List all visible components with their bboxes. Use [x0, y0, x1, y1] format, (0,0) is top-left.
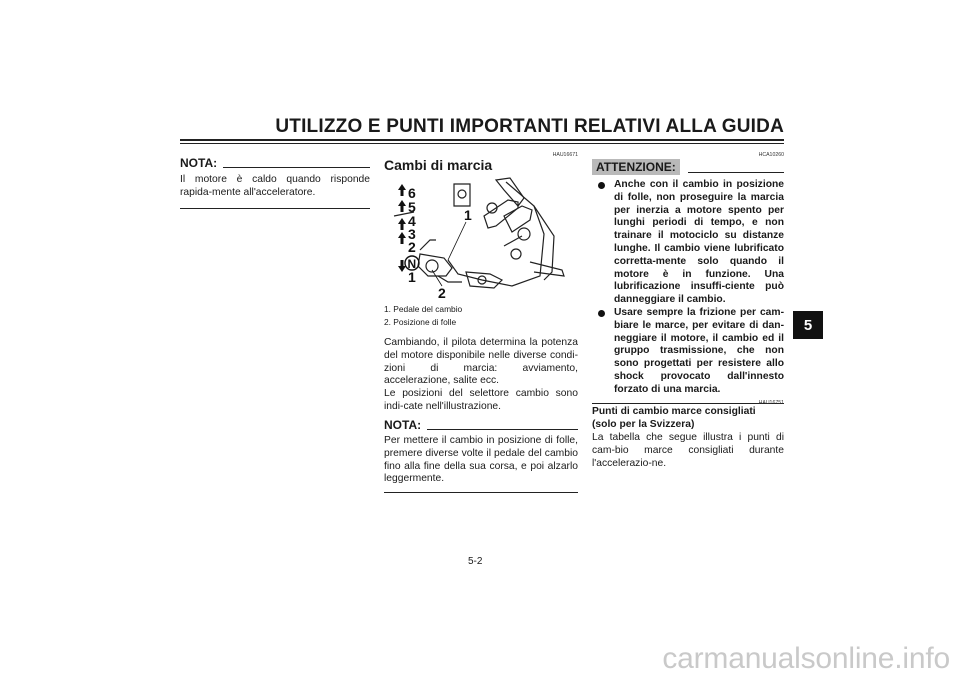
caution-bullet: Usare sempre la frizione per cam-biare le marce, per evitare di dan-neggiare il motore, il cambio ed il gruppo trasmissione, che non sono progettati per resistere allo shock provocato dall'innesto forzato di una marcia.: [592, 307, 784, 397]
page-number: 5-2: [468, 556, 483, 567]
gear-5: 5: [408, 199, 416, 215]
note-text: Il motore è caldo quando risponde rapida-mente all'acceleratore.: [180, 174, 370, 198]
gear-note-text: Per mettere il cambio in posizione di folle, premere diverse volte il pedale del cambio fino alla fine della sua corsa, e poi alzarlo leggermente.: [384, 435, 578, 485]
gear-arrows: [398, 184, 406, 272]
note-heading: NOTA:: [180, 156, 218, 170]
caution-heading: ATTENZIONE:: [592, 159, 680, 175]
section-code: HAU16671: [552, 152, 578, 158]
gear-6: 6: [408, 185, 416, 201]
caution-box: [592, 159, 784, 404]
callout-2: 2: [438, 285, 446, 298]
caution-heading-rule: [688, 172, 784, 173]
gear-2: 2: [408, 239, 416, 255]
gear-neutral: N: [407, 257, 417, 271]
caution-code: HCA10260: [758, 152, 784, 158]
bullet-dot-icon: [598, 310, 605, 317]
gear-note-heading-rule: [427, 429, 578, 430]
switzerland-text: La tabella che segue illustra i punti di cam-bio marce consigliati durante l'accelerazio-ne.: [592, 432, 784, 469]
header-rule-thin: [180, 143, 784, 144]
section-title: Cambi di marcia: [384, 157, 493, 173]
gear-shift-illustration: [384, 176, 570, 298]
caution-bullet: Anche con il cambio in posizione di folle, non proseguire la marcia per inerzia a motore spento per lunghi periodi di tempo, e non trainare il motociclo su distanze lunghe. Il cambio viene lubrificato corretta-mente solo quando il motore è in funzione. Una lubrificazione insuffi-ciente può danneggiare il cambio.: [592, 179, 784, 307]
note-bottom-rule: [180, 208, 370, 209]
caution-list: [592, 179, 784, 397]
gear-4: 4: [408, 213, 416, 229]
note-heading-rule: [223, 167, 370, 168]
chapter-tab: 5: [793, 311, 823, 339]
switzerland-title: Punti di cambio marce consigliati (solo per la Svizzera): [592, 406, 756, 430]
callout-1: 1: [464, 207, 472, 223]
gear-note-heading: NOTA:: [384, 418, 422, 432]
caption-2: 2. Posizione di folle: [384, 317, 457, 327]
switzerland-code: HAU16751: [758, 400, 784, 406]
gear-note-bottom-rule: [384, 492, 578, 493]
left-note: [180, 156, 370, 209]
header-rule: [180, 139, 784, 141]
gear-paragraph-2: Le posizioni del selettore cambio sono indi-cate nell'illustrazione.: [384, 388, 578, 412]
gear-3: 3: [408, 226, 416, 242]
gear-paragraph-1: Cambiando, il pilota determina la potenza del motore disponibile nelle diverse condi-zioni di marcia: avviamento, accelerazione, salite ecc.: [384, 337, 578, 387]
bullet-dot-icon: [598, 182, 605, 189]
page-header-title: UTILIZZO E PUNTI IMPORTANTI RELATIVI ALLA GUIDA: [275, 116, 784, 137]
caption-1: 1. Pedale del cambio: [384, 304, 463, 314]
watermark: carmanualsonline.info: [662, 642, 950, 675]
gear-note: [384, 418, 578, 493]
gear-1: 1: [408, 269, 416, 285]
